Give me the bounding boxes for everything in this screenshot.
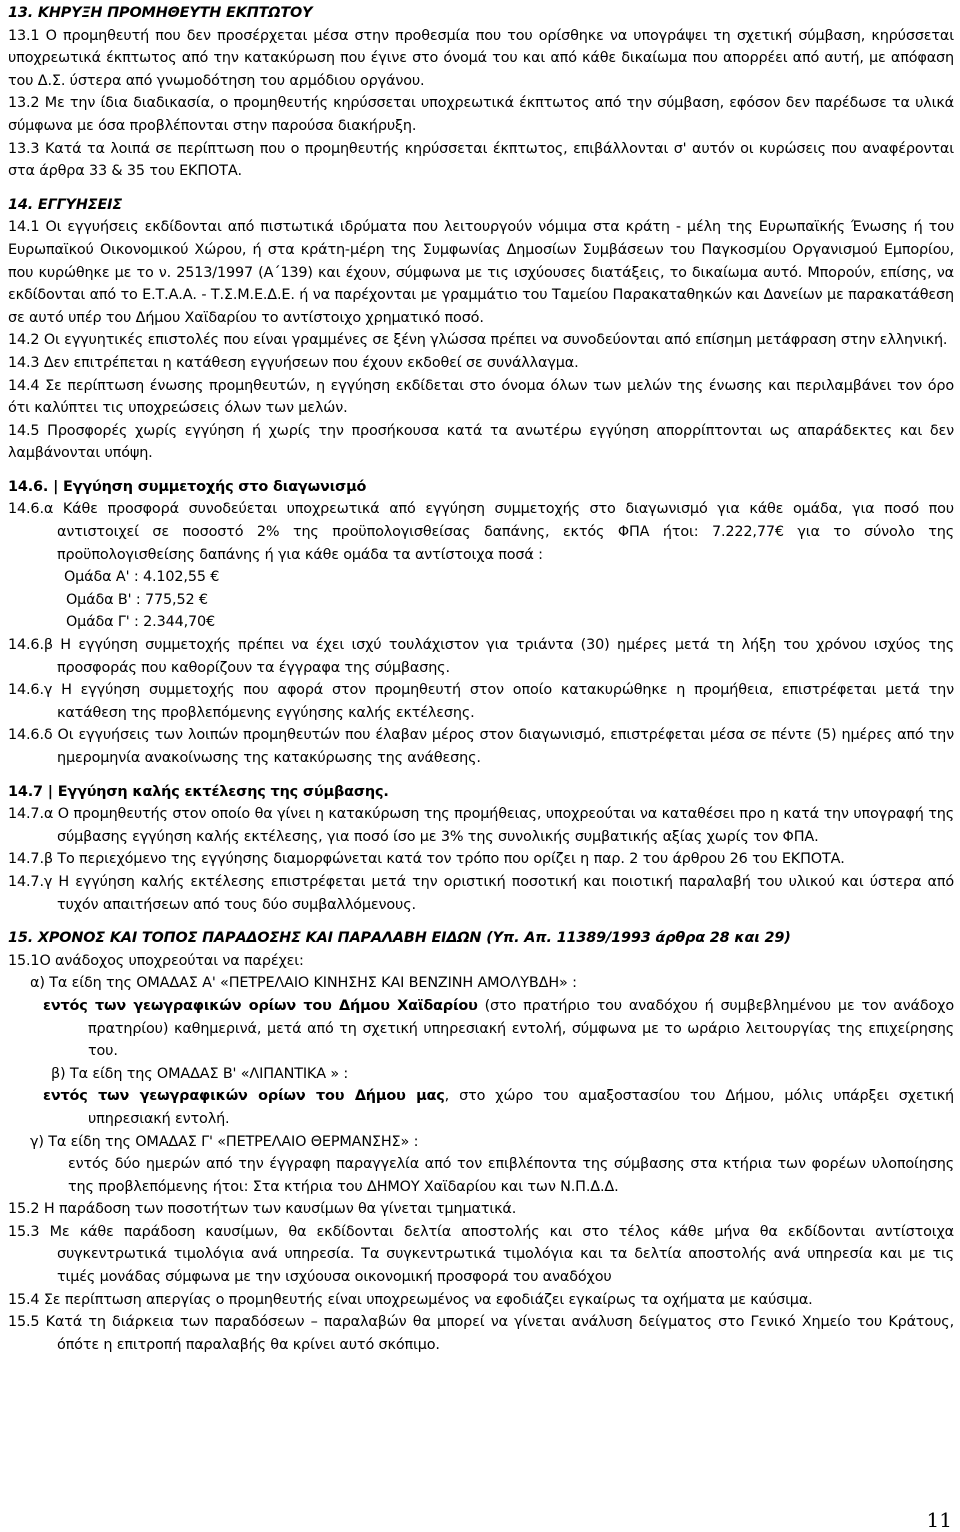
paragraph-13-3: 13.3 Κατά τα λοιπά σε περίπτωση που ο προμηθευτής κηρύσσεται έκπτωτος, επιβάλλονται σ' αυτόν οι κυρώσεις που αναφέρονται στα άρθρα 33 & 35 του ΕΚΠΟΤΑ. [8, 140, 954, 180]
paragraph-14-7-a: 14.7.α Ο προμηθευτής στον οποίο θα γίνει η κατακύρωση της προμήθειας, υποχρεούται να καταθέσει προ η κατά την υπογραφή της σύμβασης εγγύηση καλής εκτέλεσης, για ποσό ίσο με 3% της συνολικής συμβατικής αξίας χωρίς τον ΦΠΑ. [8, 806, 954, 845]
paragraph-14-7-b: 14.7.β Το περιεχόμενο της εγγύησης διαμορφώνεται κατά τον τρόπο που ορίζει η παρ. 2 του άρθρου 26 του ΕΚΠΟΤΑ. [8, 851, 845, 868]
paragraph-14-2: 14.2 Οι εγγυητικές επιστολές που είναι γραμμένες σε ξένη γλώσσα πρέπει να συνοδεύονται από επίσημη μετάφραση στην ελληνική. [8, 332, 948, 349]
paragraph-14-6-a: 14.6.α Κάθε προσφορά συνοδεύεται υποχρεωτικά από εγγύηση συμμετοχής στο διαγωνισμό για κάθε ομάδα, για ποσό που αντιστοιχεί σε ποσοστό 2% της προϋπολογισθείσας δαπάνης, εκτός ΦΠΑ ήτοι: 7.222,77€ για το σύνολο της προϋπολογισθείσης δαπάνης ή για κάθε ομάδα τα αντίστοιχα ποσά : [8, 501, 954, 563]
paragraph-14-1: 14.1 Οι εγγυήσεις εκδίδονται από πιστωτικά ιδρύματα που λειτουργούν νόμιμα στα κράτη - μέλη της Ευρωπαϊκής Ένωσης ή του Ευρωπαϊκού Οικονομικού Χώρου, ή στα κράτη-μέρη της Συμφωνίας Δημοσίων Συμβάσεων του Παγκοσμίου Οργανισμού Εμπορίου, που κυρώθηκε με το ν. 2513/1997 (Α΄139) και έχουν, σύμφωνα με τις ισχύουσες διατάξεις, το δικαίωμα αυτό. Μπορούν, επίσης, να εκδίδονται από το Ε.Τ.Α.Α. - Τ.Σ.Μ.Ε.Δ.Ε. ή να παρέχονται με γραμμάτιο του Ταμείου Παρακαταθηκών και Δανείων με παρακατάθεση σε αυτό υπέρ του Δήμου Χαϊδαρίου το αντίστοιχο χρηματικό ποσό. [8, 219, 954, 326]
spacer [8, 183, 954, 194]
section-title-15: 15. ΧΡΟΝΟΣ ΚΑΙ ΤΟΠΟΣ ΠΑΡΑΔΟΣΗΣ ΚΑΙ ΠΑΡΑΛΑΒΗ ΕΙΔΩΝ (Υπ. Απ. 11389/1993 άρθρα 28 και 29) [8, 930, 791, 947]
spacer [8, 770, 954, 781]
amount-group-a: Ομάδα Α' : 4.102,55 € [64, 569, 220, 586]
paragraph-14-3: 14.3 Δεν επιτρέπεται η κατάθεση εγγυήσεων που έχουν εκδοθεί σε συνάλλαγμα. [8, 354, 579, 371]
paragraph-15-2: 15.2 Η παράδοση των ποσοτήτων των καυσίμων θα γίνεται τμηματικά. [8, 1201, 517, 1218]
subsection-title-14-7: 14.7 | Εγγύηση καλής εκτέλεσης της σύμβασης. [8, 783, 389, 800]
item-a-rest: (στο πρατήριο του αναδόχου ή συμβεβλημένου με τον ανάδοχο πρατηρίου) καθημερινά, μετά από τη σχετική υπηρεσιακή εντολή, σύμφωνα με το ωράριο λειτουργίας της επιχείρησης του. [88, 997, 954, 1060]
paragraph-14-7-c: 14.7.γ Η εγγύηση καλής εκτέλεσης επιστρέφεται μετά την οριστική ποσοτική και ποιοτική παραλαβή του υλικού και ύστερα από τυχόν απαιτήσεων από τους δύο συμβαλλόμενους. [8, 873, 954, 913]
amount-group-c: Ομάδα Γ' : 2.344,70€ [66, 614, 216, 631]
paragraph-13-1: 13.1 Ο προμηθευτή που δεν προσέρχεται μέσα στην προθεσμία που του ορίσθηκε να υπογράψει τη σχετική σύμβαση, κηρύσσεται υποχρεωτικά έκπτωτος από την κατακύρωση που έγινε στο όνομά του και από κάθε δικαίωμα που απορρέει από αυτή, με απόφαση του Δ.Σ. ύστερα από γνωμοδότηση του αρμόδιου οργάνου. [8, 27, 954, 89]
item-b-title: β) Τα είδη της ΟΜΑΔΑΣ Β' «ΛΙΠΑΝΤΙΚΑ » : [51, 1065, 349, 1082]
paragraph-15-1: 15.1Ο ανάδοχος υποχρεούται να παρέχει: [8, 952, 304, 969]
paragraph-14-6-d: 14.6.δ Οι εγγυήσεις των λοιπών προμηθευτών που έλαβαν μέρος στον διαγωνισμό, επιστρέφεται μέσα σε πέντε (5) ημέρες από την ημερομηνία ανακοίνωσης της κατακύρωσης της ανάθεσης. [8, 727, 954, 766]
section-title-13: 13. ΚΗΡΥΞΗ ΠΡΟΜΗΘΕΥΤΗ ΕΚΠΤΩΤΟΥ [8, 5, 313, 21]
paragraph-14-5: 14.5 Προσφορές χωρίς εγγύηση ή χωρίς την προσήκουσα κατά τα ανωτέρω εγγύηση απορρίπτονται ως απαράδεκτες και δεν λαμβάνονται υπόψη. [8, 422, 954, 462]
paragraph-14-4: 14.4 Σε περίπτωση ένωσης προμηθευτών, η εγγύηση εκδίδεται στο όνομα όλων των μελών της ένωσης και περιλαμβάνει τον όρο ότι καλύπτει τις υποχρεώσεις όλων των μελών. [8, 377, 954, 417]
paragraph-14-6-c: 14.6.γ Η εγγύηση συμμετοχής που αφορά στον προμηθευτή στον οποίο κατακυρώθηκε η προμήθεια, επιστρέφεται μετά την κατάθεση της προβλεπόμενης εγγύησης καλής εκτέλεσης. [8, 682, 954, 721]
paragraph-15-3: 15.3 Με κάθε παράδοση καυσίμων, θα εκδίδονται δελτία αποστολής και στο τέλος κάθε μήνα θα εκδίδονται αντίστοιχα συγκεντρωτικά τιμολόγια ανά υπηρεσία. Τα συγκεντρωτικά τιμολόγια και τα δελτία αποστολής ανά υπηρεσία και με τις τιμές μονάδας σύμφωνα με την ισχύουσα οικονομική προσφορά του αναδόχου [8, 1223, 954, 1286]
paragraph-13-2: 13.2 Με την ίδια διαδικασία, ο προμηθευτής κηρύσσεται υποχρεωτικά έκπτωτος από την σύμβαση, εφόσον δεν παρέδωσε τα υλικά σύμφωνα με όσα προβλέπονται στην παρούσα διακήρυξη. [8, 95, 954, 134]
paragraph-14-6-b: 14.6.β Η εγγύηση συμμετοχής πρέπει να έχει ισχύ τουλάχιστον για τριάντα (30) ημέρες μετά τη λήξη του χρόνου ισχύος της προσφοράς που καθορίζουν τα έγγραφα της σύμβασης. [8, 637, 954, 676]
item-c-title: γ) Τα είδη της ΟΜΑΔΑΣ Γ' «ΠΕΤΡΕΛΑΙΟ ΘΕΡΜΑΝΣΗΣ» : [30, 1133, 419, 1150]
section-title-14: 14. ΕΓΓΥΗΣΕΙΣ [8, 196, 123, 213]
amount-group-b: Ομάδα Β' : 775,52 € [66, 591, 208, 608]
item-a-body [8, 995, 954, 1063]
subsection-title-14-6: 14.6. | Εγγύηση συμμετοχής στο διαγωνισμό [8, 478, 367, 495]
paragraph-15-5: 15.5 Κατά τη διάρκεια των παραδόσεων – παραλαβών θα μπορεί να γίνεται ανάλυση δείγματος στο Γενικό Χημείο του Κράτους, όπότε η επιτροπή παραλαβής θα κρίνει αυτό σκόπιμο. [8, 1314, 954, 1353]
spacer [8, 465, 954, 476]
item-a-bold: εντός των γεωγραφικών ορίων του Δήμου Χαϊδαρίου [43, 997, 478, 1014]
item-b-bold: εντός των γεωγραφικών ορίων του Δήμου μας [43, 1088, 445, 1105]
page-number: 11 [926, 1508, 952, 1532]
item-c-body: εντός δύο ημερών από την έγγραφη παραγγελία από τον επιβλέποντα της σύμβασης στα κτήρια των φορέων υλοποίησης της προβλεπόμενης ήτοι: Στα κτήρια του ΔΗΜΟΥ Χαϊδαρίου και των Ν.Π.Δ.Δ. [68, 1156, 954, 1195]
item-a-title: α) Τα είδη της ΟΜΑΔΑΣ Α' «ΠΕΤΡΕΛΑΙΟ ΚΙΝΗΣΗΣ ΚΑΙ ΒΕΝΖΙΝΗ ΑΜΟΛΥΒΔΗ» : [30, 975, 577, 992]
spacer [8, 916, 954, 927]
paragraph-15-4: 15.4 Σε περίπτωση απεργίας ο προμηθευτής είναι υποχρεωμένος να εφοδιάζει εγκαίρως τα οχήματα με καύσιμα. [8, 1291, 813, 1308]
item-b-rest: , στο χώρο του αμαξοστασίου του Δήμου, μόλις υπάρξει σχετική υπηρεσιακή εντολή. [88, 1088, 954, 1127]
document-page [8, 2, 954, 1356]
item-b-body [8, 1085, 954, 1130]
